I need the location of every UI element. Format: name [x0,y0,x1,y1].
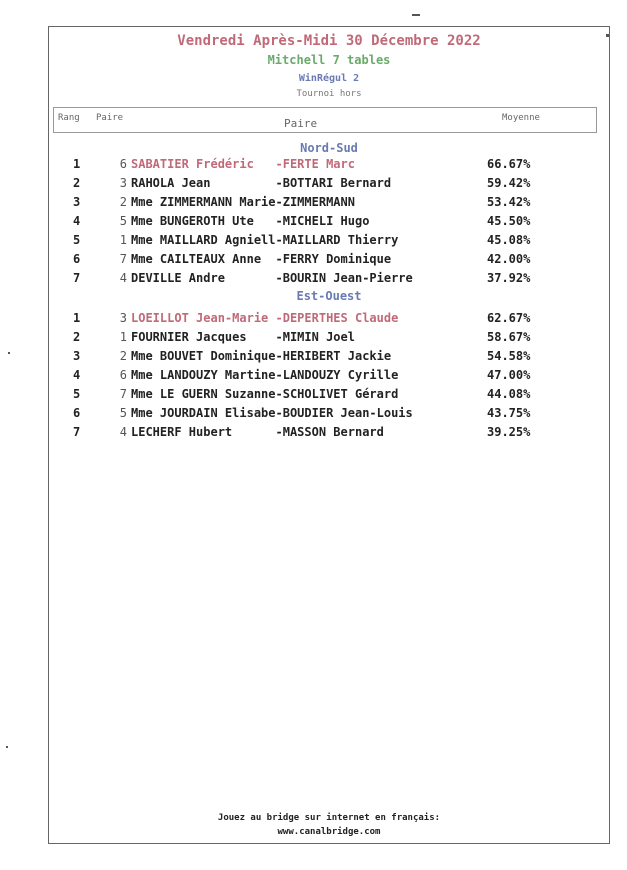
rank-cell: 7 [73,271,81,285]
percentage-cell: 62.67% [487,311,531,325]
percentage-cell: 37.92% [487,271,531,285]
table-row [49,157,609,176]
rank-cell: 4 [73,368,81,382]
rank-cell: 5 [73,387,81,401]
column-header-box [53,107,597,133]
results-sheet [48,26,610,844]
scan-speck [6,746,8,748]
table-row [49,425,609,444]
table-row [49,214,609,233]
rank-cell: 2 [73,330,81,344]
rank-cell: 5 [73,233,81,247]
percentage-cell: 58.67% [487,330,531,344]
pair-names-cell: Mme LE GUERN Suzanne-SCHOLIVET Gérard [131,387,399,401]
table-row [49,311,609,330]
rank-cell: 2 [73,176,81,190]
percentage-cell: 44.08% [487,387,531,401]
tournament-type: Tournoi hors [296,89,362,99]
percentage-cell: 45.08% [487,233,531,247]
pair-names-cell: FOURNIER Jacques -MIMIN Joel [131,330,355,344]
table-row [49,349,609,368]
page-title: Vendredi Après-Midi 30 Décembre 2022 [177,33,481,49]
pair-names-cell: DEVILLE Andre -BOURIN Jean-Pierre [131,271,413,285]
section-heading: Est-Ouest [296,289,362,303]
percentage-cell: 54.58% [487,349,531,363]
rank-cell: 3 [73,349,81,363]
scan-speck [8,352,10,354]
section-heading: Nord-Sud [300,141,358,155]
movement-subtitle: Mitchell 7 tables [267,53,391,67]
percentage-cell: 66.67% [487,157,531,171]
pair-names-cell: Mme LANDOUZY Martine-LANDOUZY Cyrille [131,368,399,382]
pair-number-cell: 4 [119,271,127,285]
program-name: WinRégul 2 [298,73,360,84]
table-row [49,195,609,214]
pair-names-cell: Mme BOUVET Dominique-HERIBERT Jackie [131,349,392,363]
rank-cell: 3 [73,195,81,209]
percentage-cell: 43.75% [487,406,531,420]
scan-speck [412,14,420,16]
pair-number-cell: 4 [119,425,127,439]
pair-names-cell: LOEILLOT Jean-Marie -DEPERTHES Claude [131,311,399,325]
pair-names-cell: Mme JOURDAIN Elisabe-BOUDIER Jean-Louis [131,406,413,420]
pair-number-cell: 1 [119,330,127,344]
rank-cell: 4 [73,214,81,228]
table-row [49,330,609,349]
table-row [49,271,609,290]
rank-cell: 1 [73,311,81,325]
rank-cell: 6 [73,252,81,266]
pair-number-cell: 7 [119,252,127,266]
pair-names-cell: Mme BUNGEROTH Ute -MICHELI Hugo [131,214,370,228]
rank-cell: 1 [73,157,81,171]
percentage-cell: 53.42% [487,195,531,209]
rank-cell: 7 [73,425,81,439]
pair-number-cell: 1 [119,233,127,247]
pair-number-cell: 6 [119,368,127,382]
pair-names-cell: SABATIER Frédéric -FERTE Marc [131,157,355,171]
pair-number-cell: 7 [119,387,127,401]
footer-url: www.canalbridge.com [277,827,381,837]
pair-names-cell: RAHOLA Jean -BOTTARI Bernard [131,176,392,190]
table-row [49,233,609,252]
pair-number-cell: 3 [119,311,127,325]
table-row [49,176,609,195]
table-row [49,406,609,425]
rank-cell: 6 [73,406,81,420]
pair-number-cell: 3 [119,176,127,190]
table-row [49,368,609,387]
column-rang: Rang [58,113,80,123]
footer-line-1: Jouez au bridge sur internet en français: [217,813,441,823]
percentage-cell: 59.42% [487,176,531,190]
pair-number-cell: 5 [119,406,127,420]
pair-number-cell: 2 [119,195,127,209]
percentage-cell: 47.00% [487,368,531,382]
column-paire-names: Paire [284,117,318,130]
scan-speck [606,34,609,37]
pair-names-cell: Mme ZIMMERMANN Marie-ZIMMERMANN [131,195,355,209]
pair-names-cell: LECHERF Hubert -MASSON Bernard [131,425,384,439]
pair-number-cell: 6 [119,157,127,171]
pair-names-cell: Mme MAILLARD Agniell-MAILLARD Thierry [131,233,399,247]
column-paire: Paire [96,113,124,123]
percentage-cell: 39.25% [487,425,531,439]
pair-names-cell: Mme CAILTEAUX Anne -FERRY Dominique [131,252,392,266]
pair-number-cell: 2 [119,349,127,363]
percentage-cell: 42.00% [487,252,531,266]
table-row [49,387,609,406]
pair-number-cell: 5 [119,214,127,228]
column-moyenne: Moyenne [502,113,540,123]
table-row [49,252,609,271]
percentage-cell: 45.50% [487,214,531,228]
